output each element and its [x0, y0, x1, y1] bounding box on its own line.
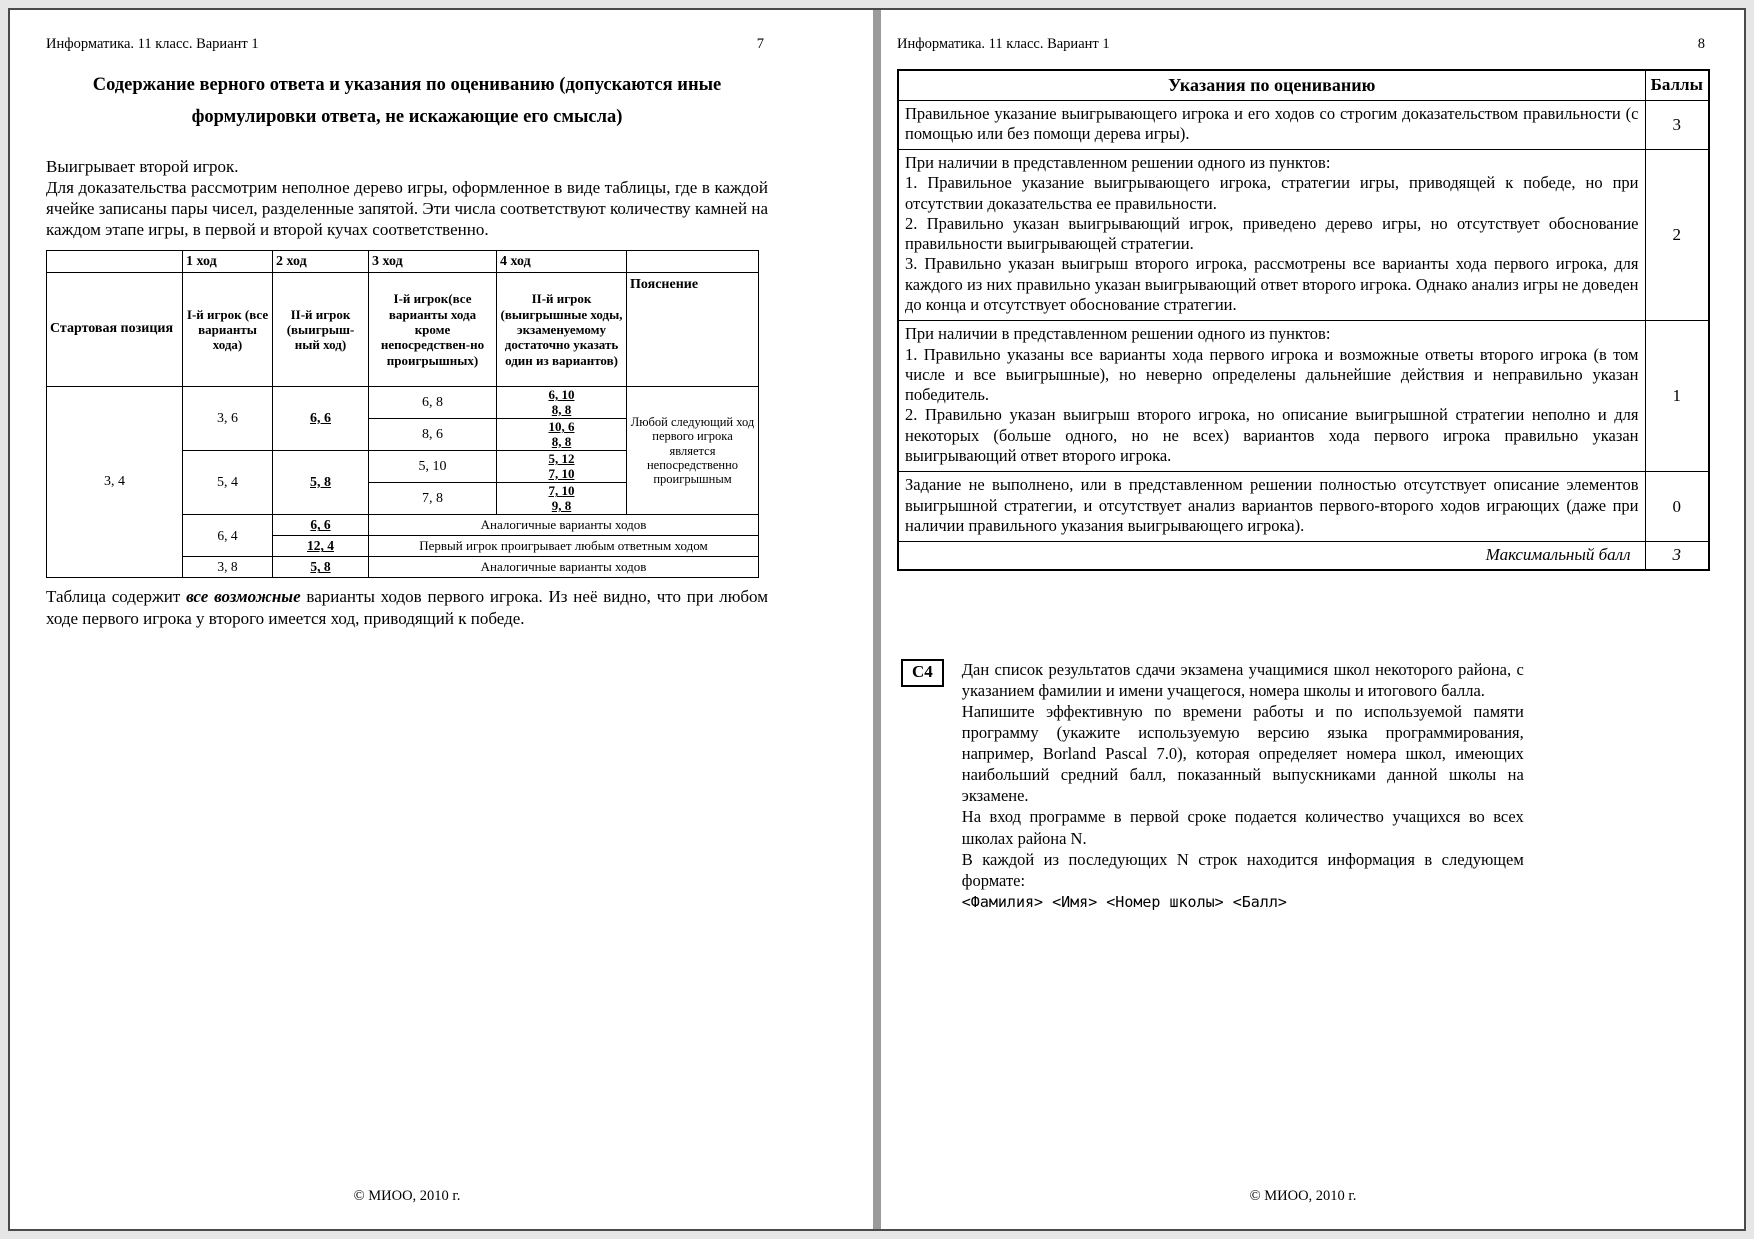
table-cell: 12, 4 — [273, 536, 369, 557]
criteria-cell — [898, 100, 1645, 150]
criteria-header: Указания по оцениванию — [898, 70, 1645, 100]
left-page — [10, 10, 873, 1229]
player2-move4-header: II-й игрок (выигрышные ходы, экзаменуемому достаточно указать один из вариантов) — [497, 273, 627, 387]
table-cell: 5, 8 — [273, 451, 369, 515]
criteria-paragraph: 2. Правильно указан выигрывающий игрок, приведено дерево игры, но отсутствует обоснование правильности выигрывающей стратегии. — [905, 213, 1639, 254]
winning-move: 9, 8 — [551, 497, 572, 513]
table-cell: 3, 8 — [183, 557, 273, 578]
criteria-paragraph: 2. Правильно указан выигрыш второго игрока, но описание выигрышной стратегии неполно и для некоторых (больше одного, но не всех) вариантов хода первого игрока правильно указан выигрывающий ответ второго игрока. — [905, 405, 1639, 465]
table-row — [47, 387, 759, 419]
answer-section-title: Содержание верного ответа и указания по оцениванию (допускаются иные формулировки ответа, не искажающие его смысла) — [92, 75, 722, 128]
left-page-footer: © МИОО, 2010 г. — [353, 1188, 461, 1204]
table-cell — [497, 419, 627, 451]
criteria-paragraph: 1. Правильно указаны все варианты хода первого игрока и возможные ответы второго игрока (в том числе и все выигрышные), но неверно определены дальнейшие действия и неправильно указан победитель. — [905, 344, 1639, 405]
input-format-code-line: <Фамилия> <Имя> <Номер школы> <Балл> — [961, 892, 1287, 911]
left-page-content — [10, 10, 873, 649]
right-page — [881, 10, 1744, 1229]
points-cell: 0 — [1645, 472, 1709, 542]
task-paragraph: На вход программе в первой сроке подается количество учащихся во всех школах района N. — [961, 807, 1524, 848]
winning-move: 10, 6 — [548, 419, 575, 435]
winning-move: 8, 8 — [551, 433, 572, 449]
criteria-cell — [898, 150, 1645, 321]
right-page-content — [881, 10, 1744, 931]
game-table-move-header-row — [47, 251, 759, 273]
points-header: Баллы — [1645, 70, 1709, 100]
table-cell: Первый игрок проигрывает любым ответным ходом — [369, 536, 759, 557]
table-cell — [47, 251, 183, 273]
note-header: Пояснение — [627, 273, 759, 387]
right-page-header — [897, 36, 1709, 53]
table-cell: 6, 6 — [273, 515, 369, 536]
criteria-paragraph: 3. Правильно указан выигрыш второго игрока, рассмотрены все варианты хода первого игрока, для каждого из них правильно указан выигрывающий ответ второго игрока. Однако анализ игры не доведен до конца и отсутствует обоснование стратегии. — [905, 254, 1639, 315]
table-cell: 5, 10 — [369, 451, 497, 483]
task-paragraph: Дан список результатов сдачи экзамена учащимися школ некоторого района, с указанием фамилии и имени учащегося, номера школы и итогового балла. — [961, 659, 1524, 700]
player2-move2-header: II-й игрок (выигрыш-ный ход) — [273, 273, 369, 387]
winning-move: 7, 10 — [548, 483, 575, 499]
game-table-player-header-row — [47, 273, 759, 387]
right-page-footer: © МИОО, 2010 г. — [1249, 1188, 1357, 1204]
criteria-paragraph: Задание не выполнено, или в представленном решении полностью отсутствует описание элементов выигрышной стратегии, и отсутствует анализ вариантов первого-второго ходов играющих (даже при наличии правильного указания выигрывающего игрока). — [905, 475, 1639, 535]
points-cell: 2 — [1645, 150, 1709, 321]
table-cell: 3, 6 — [183, 387, 273, 451]
table-cell: 7, 8 — [369, 483, 497, 515]
max-score-value: 3 — [1645, 542, 1709, 570]
start-position-header: Стартовая позиция — [47, 273, 183, 387]
intro-paragraph-2: Для доказательства рассмотрим неполное дерево игры, оформленное в виде таблицы, где в каждой ячейке записаны пары чисел, разделенные запятой. Эти числа соответствуют количеству камней на каждом этапе игры, в первой и второй кучах соответственно. — [46, 177, 768, 239]
move1-header: 1 ход — [183, 251, 273, 273]
table-cell — [497, 387, 627, 419]
scoring-row-2-points — [898, 150, 1709, 321]
table-cell: Аналогичные варианты ходов — [369, 515, 759, 536]
player1-move1-header: I-й игрок (все варианты хода) — [183, 273, 273, 387]
task-paragraph: Напишите эффективную по времени работы и по используемой памяти программу (укажите используемую версию языка программирования, например, Borland Pascal 7.0), которая определяет номера школ, имеющих наибольший средний балл, показанный выпускниками данной школы на экзамене. — [961, 701, 1524, 806]
move4-header: 4 ход — [497, 251, 627, 273]
intro-paragraph-1: Выигрывает второй игрок. — [46, 156, 239, 176]
max-score-label: Максимальный балл — [898, 542, 1645, 570]
left-page-number: 7 — [756, 36, 764, 52]
table-cell: 6, 6 — [273, 387, 369, 451]
player1-move3-header: I-й игрок(все варианты хода кроме непосредствен-но проигрышных) — [369, 273, 497, 387]
table-cell — [497, 451, 627, 483]
task-c4-text — [962, 659, 1524, 911]
conclusion-pre: Таблица содержит — [46, 587, 187, 607]
table-cell — [627, 251, 759, 273]
table-cell — [497, 483, 627, 515]
move2-header: 2 ход — [273, 251, 369, 273]
table-cell: 5, 8 — [273, 557, 369, 578]
task-c4-block — [897, 659, 1710, 911]
right-page-number: 8 — [1697, 36, 1705, 52]
conclusion-emphasis: все возможные — [186, 587, 301, 607]
winning-move: 6, 10 — [548, 387, 575, 403]
scoring-row-3-points — [898, 100, 1709, 150]
criteria-cell — [898, 321, 1645, 472]
conclusion-post: варианты ходов первого игрока. Из неё видно, что при любом ходе первого игрока у второго имеется ход, приводящий к победе. — [46, 587, 768, 628]
document-spread — [8, 8, 1746, 1231]
criteria-paragraph: При наличии в представленном решении одного из пунктов: — [905, 153, 1331, 173]
note-cell: Любой следующий ход первого игрока является непосредственно проигрышным — [627, 387, 759, 515]
move3-header: 3 ход — [369, 251, 497, 273]
scoring-max-row — [898, 542, 1709, 570]
scoring-row-0-points — [898, 472, 1709, 542]
left-running-title: Информатика. 11 класс. Вариант 1 — [46, 36, 259, 52]
scoring-table-header-row — [898, 70, 1709, 100]
winning-move: 8, 8 — [551, 401, 572, 417]
points-cell: 1 — [1645, 321, 1709, 472]
criteria-cell — [898, 472, 1645, 542]
criteria-paragraph: Правильное указание выигрывающего игрока и его ходов со строгим доказательством правильности (с помощью или без помощи дерева игры). — [905, 103, 1639, 143]
table-cell: 6, 4 — [183, 515, 273, 557]
criteria-paragraph: 1. Правильное указание выигрывающего игрока, стратегии игры, приводящей к победе, но при отсутствии доказательства ее правильности. — [905, 173, 1639, 213]
winning-move: 7, 10 — [548, 465, 575, 481]
scoring-row-1-point — [898, 321, 1709, 472]
winning-move: 5, 12 — [548, 451, 575, 467]
scoring-table — [897, 69, 1710, 571]
table-cell: 8, 6 — [369, 419, 497, 451]
table-cell: 5, 4 — [183, 451, 273, 515]
table-cell: 6, 8 — [369, 387, 497, 419]
criteria-paragraph: При наличии в представленном решении одного из пунктов: — [905, 324, 1331, 344]
conclusion-paragraph — [46, 586, 768, 628]
game-tree-table — [46, 250, 759, 578]
task-c4-label: С4 — [901, 659, 944, 687]
points-cell: 3 — [1645, 100, 1709, 150]
right-running-title: Информатика. 11 класс. Вариант 1 — [897, 36, 1110, 52]
task-paragraph: В каждой из последующих N строк находится информация в следующем формате: — [961, 849, 1524, 890]
table-cell: Аналогичные варианты ходов — [369, 557, 759, 578]
left-page-header — [46, 36, 768, 53]
start-position-value: 3, 4 — [47, 387, 183, 578]
